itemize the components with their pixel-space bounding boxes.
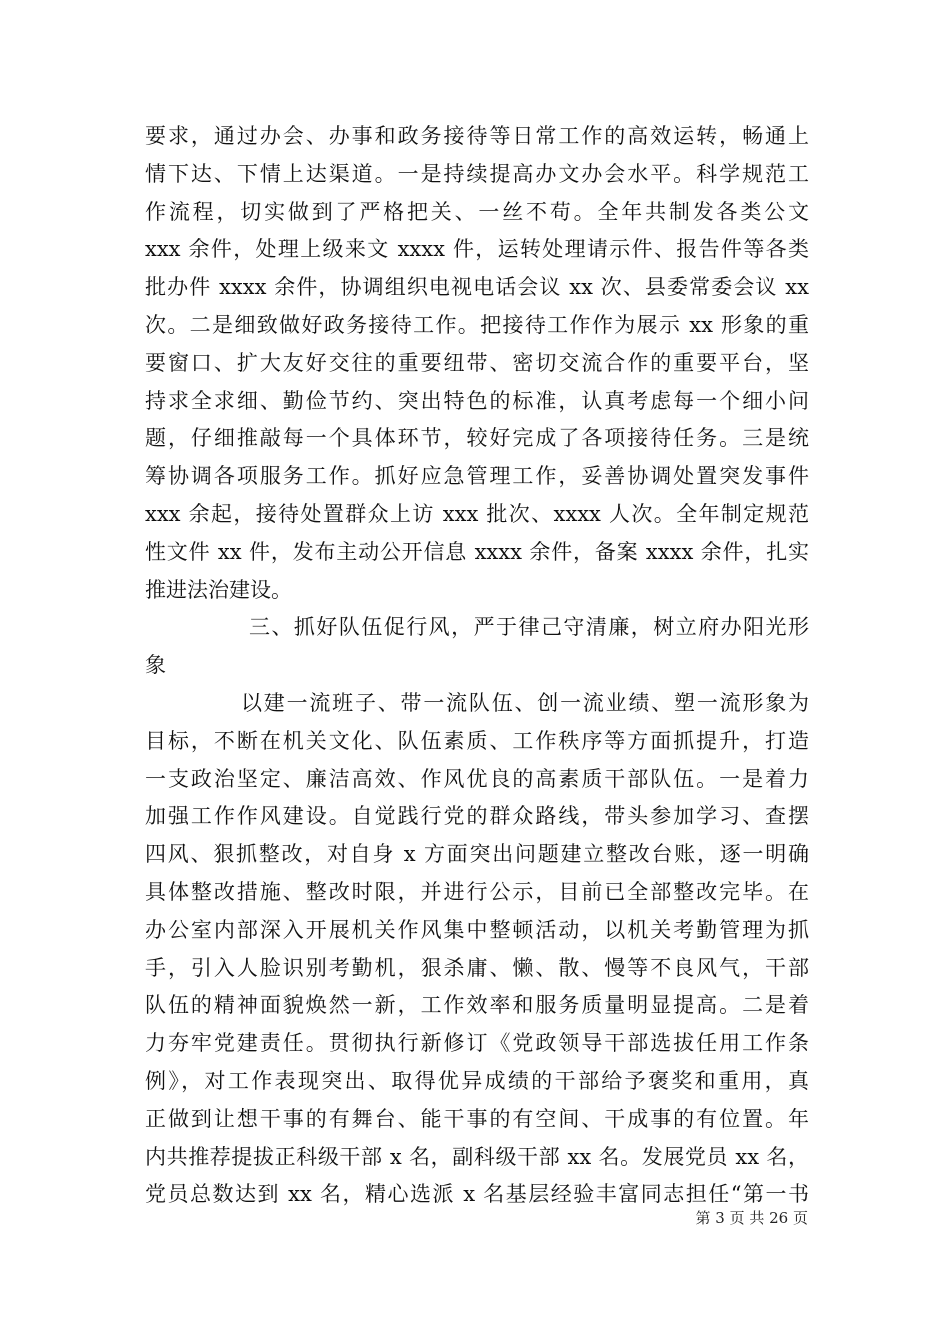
heading-line: 象 xyxy=(145,653,166,678)
text-line: 一支政治坚定、廉洁高效、作风优良的高素质干部队伍。一是着力 xyxy=(145,766,809,791)
text-line: 要求，通过办会、办事和政务接待等日常工作的高效运转，畅通上 xyxy=(145,124,809,148)
text-line: 例》，对工作表现突出、取得优异成绩的干部给予褒奖和重用，真 xyxy=(145,1068,809,1093)
text-line: 情下达、下情上达渠道。一是持续提高办文办会水平。科学规范工 xyxy=(145,161,809,186)
section-heading xyxy=(145,609,809,685)
text-line: 推进法治建设。 xyxy=(145,577,292,602)
text-line: 次。二是细致做好政务接待工作。把接待工作作为展示 xx 形象的重 xyxy=(145,312,809,337)
text-line: 筹协调各项服务工作。抓好应急管理工作，妥善协调处置突发事件 xyxy=(145,464,809,489)
text-line: 具体整改措施、整改时限，并进行公示，目前已全部整改完毕。在 xyxy=(145,879,809,904)
text-line: 目标，不断在机关文化、队伍素质、工作秩序等方面抓提升，打造 xyxy=(145,728,809,753)
text-line: xxx 余起，接待处置群众上访 xxx 批次、xxxx 人次。全年制定规范 xyxy=(145,501,809,526)
text-line: 内共推荐提拔正科级干部 x 名，副科级干部 xx 名。发展党员 xx 名， xyxy=(145,1144,809,1169)
text-line: 办公室内部深入开展机关作风集中整顿活动，以机关考勤管理为抓 xyxy=(145,917,809,942)
page-number-footer: 第 3 页 共 26 页 xyxy=(695,1209,808,1227)
paragraph-work-summary xyxy=(145,118,809,609)
text-line: 力夯牢党建责任。贯彻执行新修订《党政领导干部选拔任用工作条 xyxy=(145,1031,809,1056)
text-line: 批办件 xxxx 余件，协调组织电视电话会议 xx 次、县委常委会议 xx xyxy=(145,275,809,300)
text-line: 加强工作作风建设。自觉践行党的群众路线，带头参加学习、查摆 xyxy=(145,804,809,829)
text-line: 持求全求细、勤俭节约、突出特色的标准，认真考虑每一个细小问 xyxy=(145,388,809,413)
text-line: 性文件 xx 件，发布主动公开信息 xxxx 余件，备案 xxxx 余件，扎实 xyxy=(145,539,809,564)
heading-line: 三、抓好队伍促行风，严于律己守清廉，树立府办阳光形 xyxy=(249,615,809,640)
text-line: 要窗口、扩大友好交往的重要纽带、密切交流合作的重要平台，坚 xyxy=(145,350,809,375)
text-line: xxx 余件，处理上级来文 xxxx 件，运转处理请示件、报告件等各类 xyxy=(145,237,809,262)
text-line: 作流程，切实做到了严格把关、一丝不苟。全年共制发各类公文 xyxy=(145,199,809,224)
text-line: 正做到让想干事的有舞台、能干事的有空间、干成事的有位置。年 xyxy=(145,1106,809,1131)
text-line: 手，引入人脸识别考勤机，狠杀庸、懒、散、慢等不良风气，干部 xyxy=(145,955,809,980)
text-line: 队伍的精神面貌焕然一新，工作效率和服务质量明显提高。二是着 xyxy=(145,993,809,1018)
text-line: 以建一流班子、带一流队伍、创一流业绩、塑一流形象为 xyxy=(241,690,809,715)
text-line: 党员总数达到 xx 名，精心选派 x 名基层经验丰富同志担任“第一书 xyxy=(145,1182,809,1207)
text-line: 四风、狠抓整改，对自身 x 方面突出问题建立整改台账，逐一明确 xyxy=(145,842,809,867)
paragraph-team-building xyxy=(145,685,809,1214)
text-line: 题，仔细推敲每一个具体环节，较好完成了各项接待任务。三是统 xyxy=(145,426,809,451)
document-body xyxy=(145,118,809,1214)
